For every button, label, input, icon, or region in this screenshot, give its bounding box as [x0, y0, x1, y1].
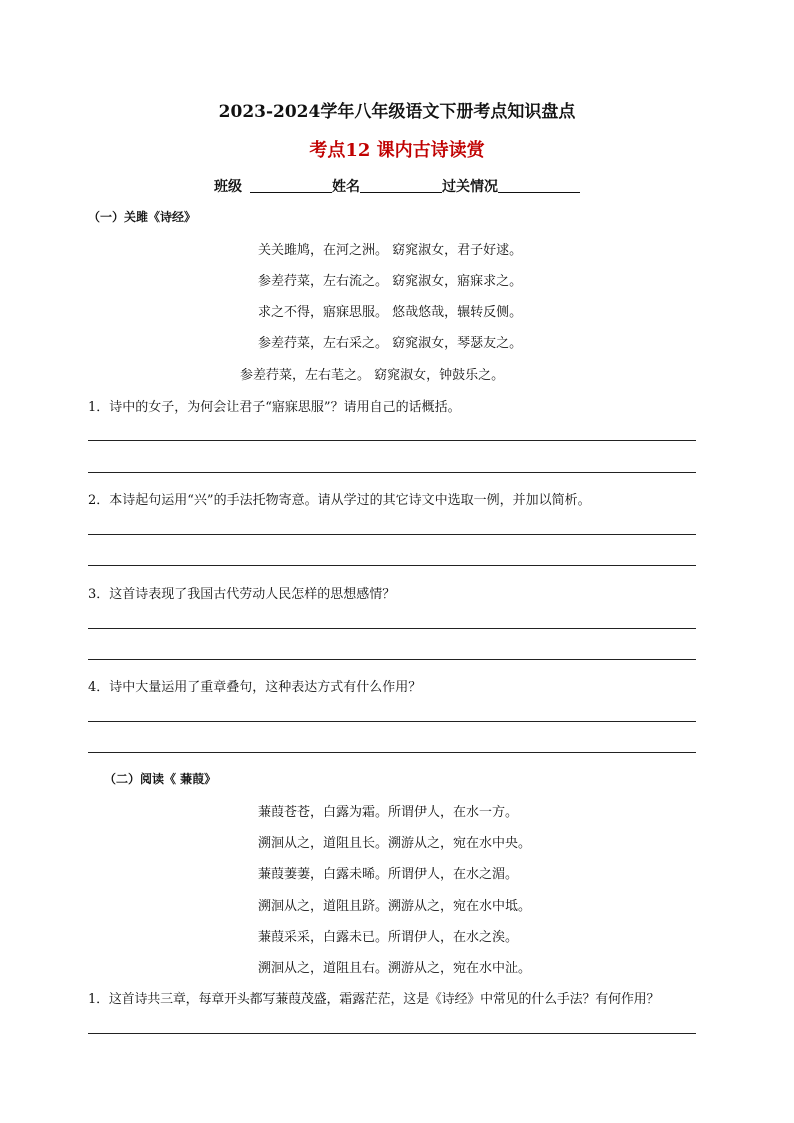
- answer-line[interactable]: [88, 659, 696, 660]
- poem-line: 溯洄从之，道阻且右。溯游从之，宛在水中沚。: [258, 961, 532, 976]
- answer-line[interactable]: [88, 472, 696, 473]
- name-label: 姓名: [332, 179, 360, 195]
- document-title: 2023-2024学年八年级语文下册考点知识盘点: [218, 102, 576, 122]
- question-3: 3．这首诗表现了我国古代劳动人民怎样的思想感情？: [88, 587, 396, 602]
- poem-line: 蒹葭采采，白露未已。所谓伊人，在水之涘。: [258, 930, 519, 945]
- poem-line: 参差荇菜，左右流之。 窈窕淑女，寤寐求之。: [258, 274, 523, 289]
- poem-line: 溯洄从之，道阻且跻。溯游从之，宛在水中坻。: [258, 899, 532, 914]
- answer-line[interactable]: [88, 440, 696, 441]
- section-heading-jianjia: （二）阅读《 蒹葭》: [104, 772, 217, 786]
- poem-line: 关关雎鸠，在河之洲。 窈窕淑女，君子好逑。: [258, 243, 523, 258]
- document-subtitle: 考点12 课内古诗读赏: [309, 140, 485, 161]
- question-4: 4．诗中大量运用了重章叠句，这种表达方式有什么作用？: [88, 680, 422, 695]
- student-info-line: [0, 176, 794, 196]
- answer-line[interactable]: [88, 628, 696, 629]
- poem-line: 蒹葭苍苍，白露为霜。所谓伊人，在水一方。: [258, 805, 519, 820]
- status-label: 过关情况: [442, 179, 498, 195]
- poem-line: 求之不得，寤寐思服。 悠哉悠哉，辗转反侧。: [258, 305, 523, 320]
- answer-line[interactable]: [88, 534, 696, 535]
- poem-line: 蒹葭萋萋，白露未晞。所谓伊人，在水之湄。: [258, 867, 519, 882]
- status-field[interactable]: [498, 178, 580, 193]
- answer-line[interactable]: [88, 752, 696, 753]
- class-field[interactable]: [250, 178, 332, 193]
- poem-line: 参差荇菜，左右采之。 窈窕淑女，琴瑟友之。: [258, 336, 523, 351]
- question-2: 2．本诗起句运用“兴”的手法托物寄意。请从学过的其它诗文中选取一例，并加以简析。: [88, 493, 591, 508]
- answer-line[interactable]: [88, 565, 696, 566]
- question-1: 1．诗中的女子，为何会让君子“寤寐思服”？请用自己的话概括。: [88, 400, 461, 415]
- section-heading-guanju: （一）关雎《诗经》: [88, 210, 197, 224]
- poem-line: 参差荇菜，左右芼之。 窈窕淑女，钟鼓乐之。: [240, 368, 505, 383]
- answer-line[interactable]: [88, 1033, 696, 1034]
- answer-line[interactable]: [88, 721, 696, 722]
- class-label: 班级: [214, 179, 242, 195]
- question-5: 1．这首诗共三章，每章开头都写蒹葭茂盛，霜露茫茫，这是《诗经》中常见的什么手法？有何作用？: [88, 992, 660, 1007]
- name-field[interactable]: [360, 178, 442, 193]
- poem-line: 溯洄从之，道阻且长。溯游从之，宛在水中央。: [258, 836, 532, 851]
